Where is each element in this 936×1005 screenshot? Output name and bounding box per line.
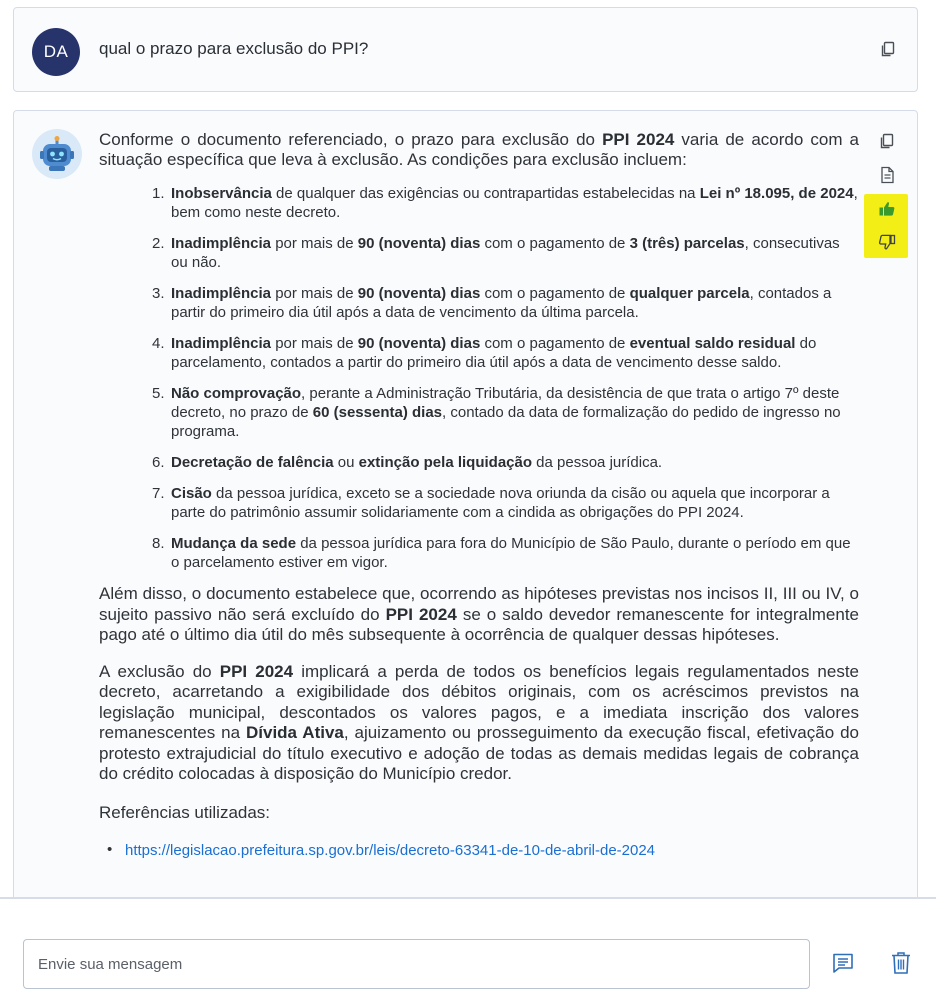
user-avatar: DA (32, 28, 80, 76)
list-item: 5. Não comprovação, perante a Administração Tributária, da desistência de que trata o artigo 7º deste decreto, no prazo de 60 (sessenta) dias, contado da data de formalização do pedido de ingresso no programa. (152, 385, 841, 440)
answer-intro: Conforme o documento referenciado, o prazo para exclusão do PPI 2024 varia de acordo com a situação específica que leva à exclusão. As condições para exclusão incluem: (99, 130, 860, 169)
user-question-text: qual o prazo para exclusão do PPI? (99, 39, 369, 58)
document-icon[interactable] (877, 165, 897, 185)
references-title: Referências utilizadas: (99, 802, 271, 822)
robot-icon (32, 129, 82, 179)
list-item (107, 841, 859, 861)
list-item: 7. Cisão da pessoa jurídica, exceto se a sociedade nova oriunda da cisão ou aquela que incorporar a parte do patrimônio assumir solidariamente com a cindida as obrigações do PPI 2024. (152, 485, 830, 521)
thumbs-up-icon[interactable] (877, 199, 897, 219)
message-input[interactable] (23, 939, 810, 989)
answer-paragraph-exceptions: Além disso, o documento estabelece que, ocorrendo as hipóteses previstas nos incisos II, III ou IV, o sujeito passivo não será excluído do PPI 2024 se o saldo devedor remanescente for integralmente pago até o último dia útil do mês subsequente à ocorrência de qualquer dessas hipóteses. (99, 584, 859, 644)
exclusion-conditions-list (152, 184, 859, 572)
list-item: 2. Inadimplência por mais de 90 (noventa) dias com o pagamento de 3 (três) parcelas, consecutivas ou não. (152, 235, 840, 271)
copy-icon[interactable] (877, 131, 897, 151)
list-item: 8. Mudança da sede da pessoa jurídica para fora do Município de São Paulo, durante o período em que o parcelamento estiver em vigor. (152, 535, 851, 571)
assistant-answer (99, 130, 859, 861)
chat-icon[interactable] (830, 950, 856, 976)
list-item: 1. Inobservância de qualquer das exigências ou contrapartidas estabelecidas na Lei nº 18.095, de 2024, bem como neste decreto. (152, 185, 858, 221)
copy-icon[interactable] (878, 39, 898, 59)
list-item: 4. Inadimplência por mais de 90 (noventa) dias com o pagamento de eventual saldo residual do parcelamento, contados a partir do primeiro dia útil após a data de vencimento desse saldo. (152, 335, 817, 371)
list-item: 3. Inadimplência por mais de 90 (noventa) dias com o pagamento de qualquer parcela, contados a partir do primeiro dia útil após a data de vencimento da última parcela. (152, 285, 832, 321)
references-list (107, 841, 859, 861)
list-item: 6. Decretação de falência ou extinção pela liquidação da pessoa jurídica. (152, 454, 663, 471)
answer-paragraph-consequences: A exclusão do PPI 2024 implicará a perda de todos os benefícios legais regulamentados neste decreto, acarretando a exigibilidade dos débitos originais, com os acréscimos previstos na legislação municipal, descontados os valores pagos, e a imediata inscrição dos valores remanescentes na Dívida Ativa, ajuizamento ou prosseguimento da execução fiscal, efetivação do protesto extrajudicial do título executivo e adoção de todas as demais medidas legais de cobrança do crédito colocadas à disposição do Município credor. (99, 661, 860, 783)
thumbs-down-icon[interactable] (877, 232, 897, 252)
reference-link[interactable]: https://legislacao.prefeitura.sp.gov.br/leis/decreto-63341-de-10-de-abril-de-2024 (125, 841, 656, 859)
trash-icon[interactable] (889, 950, 913, 976)
message-composer (0, 899, 936, 1005)
user-message-card (13, 7, 918, 92)
assistant-message-card (13, 110, 918, 900)
